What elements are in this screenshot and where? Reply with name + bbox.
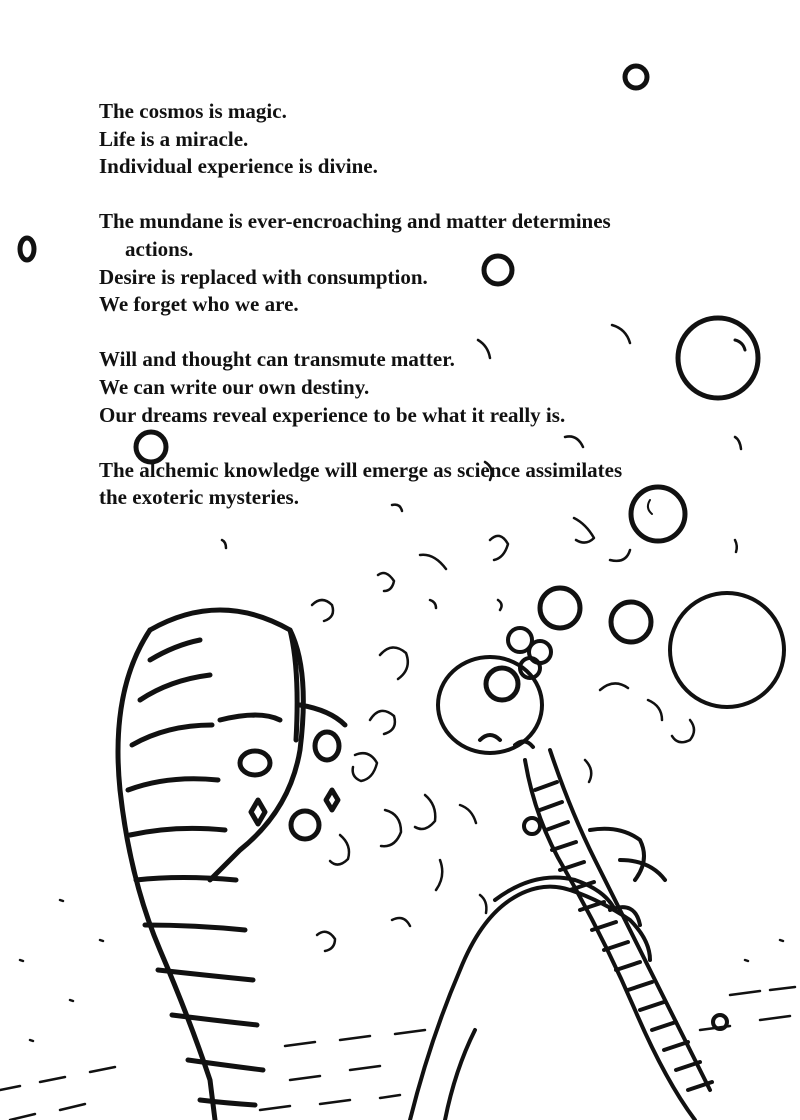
poem-line: We forget who we are. [99,292,299,317]
hand-holding-creature [410,628,727,1120]
stanza-4 [99,457,739,512]
bubble-small-b [611,602,651,642]
bubble-large-right [670,593,784,707]
poem-line: The mundane is ever-encroaching and matter determines [99,209,611,234]
poem-line: Desire is replaced with consumption. [99,264,428,289]
poem-line: the exoteric mysteries. [99,485,299,510]
poem-line: We can write our own destiny. [99,374,370,399]
poem-line: The alchemic knowledge will emerge as science assimilates [99,457,623,482]
poem-line: Our dreams reveal experience to be what it really is. [99,402,566,427]
poem-line: Will and thought can transmute matter. [99,347,455,372]
stanza-2 [99,208,739,318]
ground-line [0,900,795,1120]
bubble-small-a [540,588,580,628]
poem-line: Life is a miracle. [99,126,249,151]
stanza-3 [99,346,739,429]
poem [99,98,739,512]
stanza-1 [99,98,739,181]
bubble-small-f [20,238,34,260]
poem-line: Individual experience is divine. [99,154,378,179]
poem-line-continuation: actions. [125,236,194,261]
poem-line: The cosmos is magic. [99,99,287,123]
bubble-small-c [625,66,647,88]
